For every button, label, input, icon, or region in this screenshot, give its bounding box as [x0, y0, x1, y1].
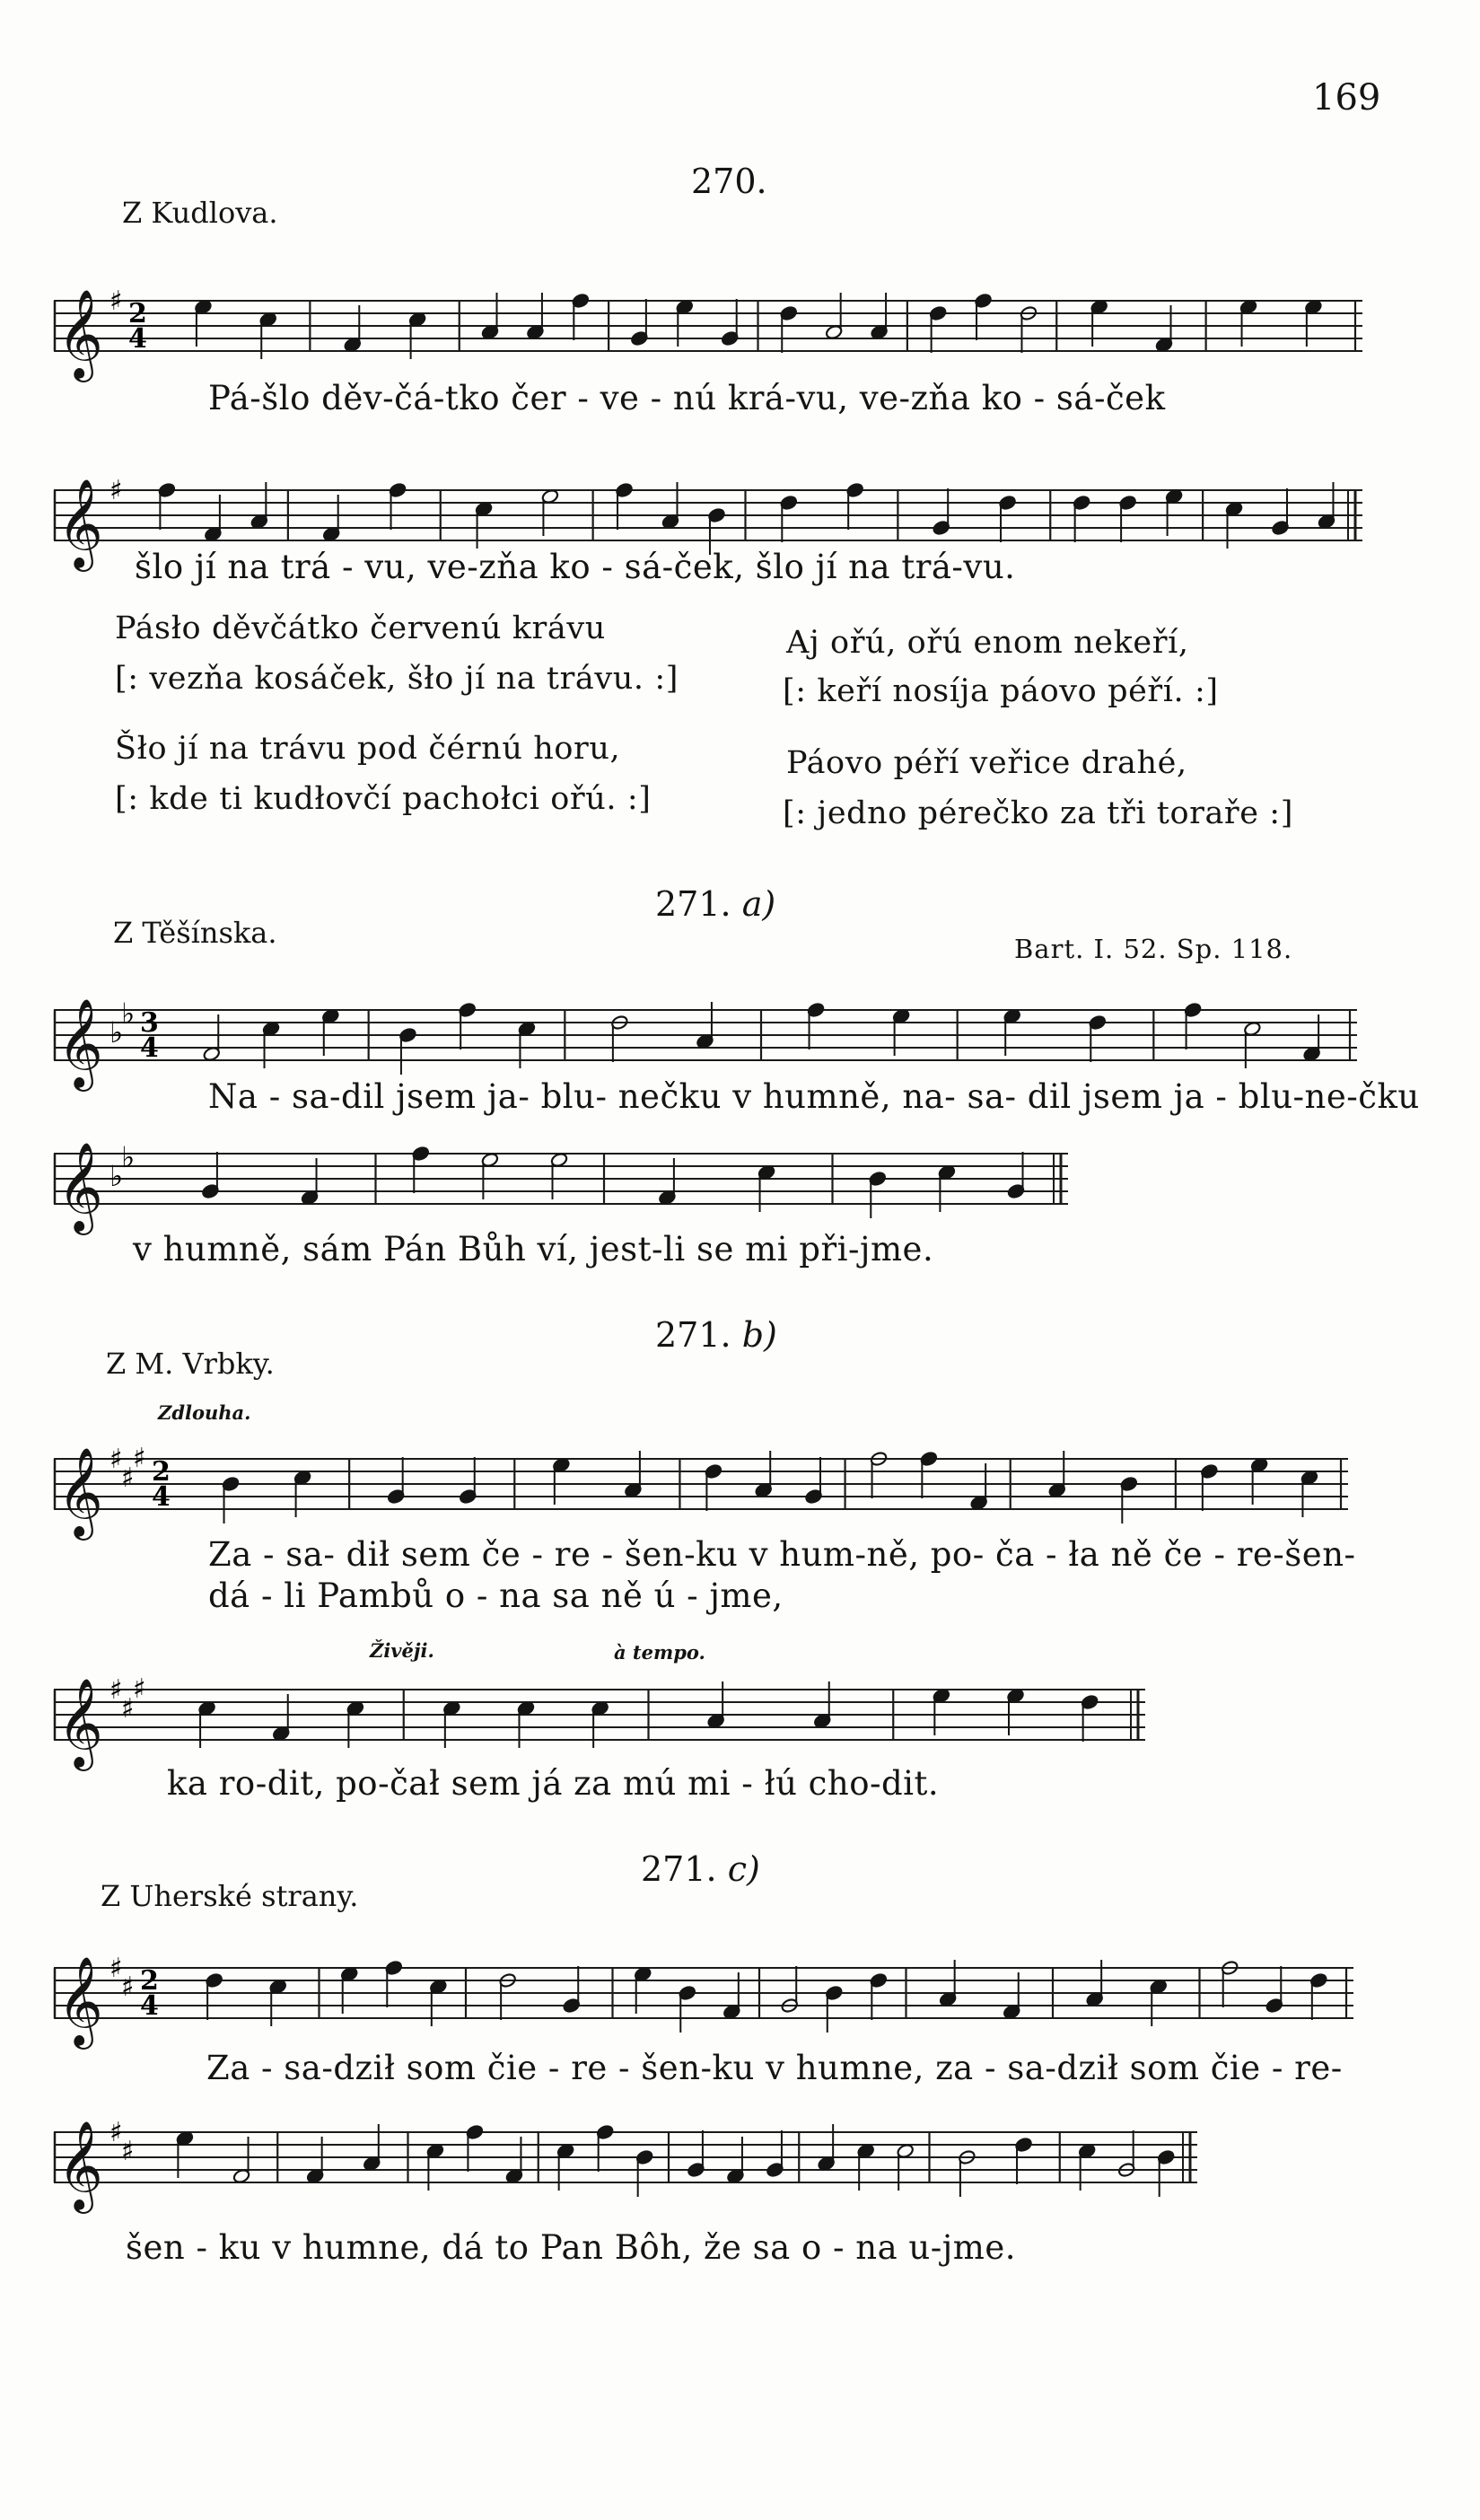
source-reference: Bart. I. 52. Sp. 118.: [1014, 934, 1293, 964]
sharp-icon: ♯: [121, 2136, 135, 2167]
flat-icon: ♭: [121, 997, 136, 1031]
time-signature: 2: [140, 1964, 159, 1997]
sharp-icon: ♯: [109, 285, 123, 317]
song-number: 270.: [691, 162, 767, 201]
music-staff: [54, 1136, 1068, 1232]
sharp-icon: ♯: [109, 475, 123, 506]
sharp-icon: ♯: [133, 1673, 146, 1705]
verse-line: [: jedno pérečko za tři toraře :]: [783, 795, 1293, 831]
verse-line: [: vezňa kosáček, šło jí na trávu. :]: [115, 661, 679, 697]
sharp-icon: ♯: [121, 1462, 135, 1494]
time-signature: 2: [152, 1455, 171, 1488]
verse-line: [: kde ti kudłovčí pachołci ořú. :]: [115, 781, 652, 817]
treble-clef-icon: 𝄞: [57, 289, 103, 379]
treble-clef-icon: 𝄞: [57, 1678, 103, 1768]
staff-svg: [54, 2114, 1197, 2210]
treble-clef-icon: 𝄞: [57, 479, 103, 568]
time-signature: 3: [140, 1006, 159, 1039]
page-number: 169: [1312, 77, 1381, 119]
verse-line: Šło jí na trávu pod čérnú horu,: [115, 731, 621, 767]
lyrics-line: šlo jí na trá - vu, ve-zňa ko - sá-ček, šlo jí na trá-vu.: [135, 548, 1016, 586]
flat-icon: ♭: [109, 1015, 124, 1049]
time-signature: 4: [140, 1989, 159, 2022]
music-staff: [54, 1672, 1145, 1768]
music-staff: [54, 283, 1362, 379]
staff-svg: [54, 1950, 1353, 2046]
time-signature: 4: [140, 1032, 159, 1064]
sharp-icon: ♯: [121, 1971, 135, 2003]
tempo-mark: à tempo.: [614, 1641, 705, 1664]
tempo-mark: Zdlouha.: [158, 1401, 251, 1424]
lyrics-line: šen - ku v humne, dá to Pan Bôh, že sa o - na u-jme.: [126, 2228, 1016, 2267]
verse-line: Páovo péří veřice drahé,: [786, 745, 1187, 781]
lyrics-line: Za - sa-dził som čie - re - šen-ku v humne, za - sa-dził som čie - re-: [206, 2049, 1343, 2087]
flat-icon: ♭: [109, 1159, 124, 1193]
staff-svg: [54, 1136, 1068, 1232]
verse-line: Aj ořú, ořú enom nekeří,: [786, 625, 1189, 661]
time-signature: 2: [128, 297, 147, 329]
treble-clef-icon: 𝄞: [57, 1956, 103, 2046]
sharp-icon: ♯: [109, 1444, 123, 1475]
sharp-icon: ♯: [109, 2117, 123, 2148]
sharp-icon: ♯: [121, 1693, 135, 1725]
lyrics-line: Pá-šlo děv-čá-tko čer - ve - nú krá-vu, ve-zňa ko - sá-ček: [208, 379, 1166, 417]
sharp-icon: ♯: [109, 1674, 123, 1706]
time-signature: 4: [128, 322, 147, 355]
staff-svg: [54, 1441, 1348, 1537]
verse-line: [: keří nosíja páovo péří. :]: [783, 673, 1219, 709]
music-staff: [54, 2114, 1197, 2210]
lyrics-line: v humně, sám Pán Bůh ví, jest-li se mi při-jme.: [133, 1230, 934, 1269]
lyrics-line: Na - sa-dil jsem ja- blu- nečku v humně, na- sa- dil jsem ja - blu-ne-čku: [208, 1077, 1420, 1116]
tempo-mark: Živěji.: [370, 1639, 434, 1662]
flat-icon: ♭: [121, 1140, 136, 1174]
sharp-icon: ♯: [109, 1953, 123, 1984]
song-origin: Z M. Vrbky.: [106, 1347, 275, 1381]
song-origin: Z Těšínska.: [113, 916, 277, 950]
staff-svg: [54, 283, 1362, 379]
treble-clef-icon: 𝄞: [57, 2120, 103, 2210]
time-signature: 4: [152, 1480, 171, 1513]
music-staff: [54, 992, 1357, 1088]
song-number: 271. b): [655, 1315, 777, 1355]
lyrics-line: Za - sa- dił sem če - re - šen-ku v hum-ně, po- ča - ła ně če - re-šen-: [208, 1535, 1356, 1574]
song-origin: Z Uherské strany.: [101, 1879, 359, 1913]
treble-clef-icon: 𝄞: [57, 1142, 103, 1232]
music-staff: [54, 1950, 1353, 2046]
song-number: 271. c): [641, 1849, 760, 1889]
lyrics-line: dá - li Pambů o - na sa ně ú - jme,: [208, 1576, 784, 1615]
verse-line: Pásło děvčátko červenú krávu: [115, 610, 606, 646]
lyrics-line: ka ro-dit, po-čał sem já za mú mi - łú cho-dit.: [167, 1764, 940, 1803]
staff-svg: [54, 1672, 1145, 1768]
treble-clef-icon: 𝄞: [57, 998, 103, 1088]
music-staff: [54, 1441, 1348, 1537]
sharp-icon: ♯: [133, 1443, 146, 1474]
song-origin: Z Kudlova.: [122, 196, 278, 230]
staff-svg: [54, 992, 1357, 1088]
treble-clef-icon: 𝄞: [57, 1447, 103, 1537]
song-number: 271. a): [655, 884, 776, 924]
